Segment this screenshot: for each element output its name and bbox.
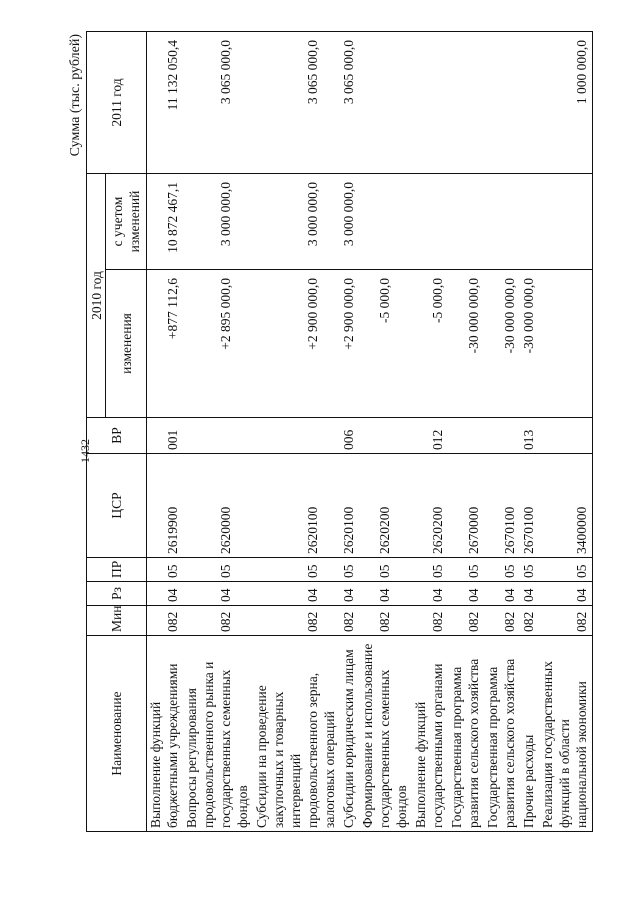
cell-name: Выполнение функций государственными органами	[412, 636, 448, 832]
cell-with-changes	[359, 174, 412, 270]
cell-vr	[484, 418, 520, 454]
table-row	[448, 32, 484, 832]
cell-csr: 2620100	[340, 454, 359, 558]
cell-with-changes: 3 000 000,0	[340, 174, 359, 270]
cell-name: Прочие расходы	[520, 636, 539, 832]
cell-pr: 05	[183, 558, 253, 582]
cell-name: Формирование и использование государственных семенных фондов	[359, 636, 412, 832]
header-pr: ПР	[87, 558, 147, 582]
table-row	[520, 32, 539, 832]
cell-pr: 05	[484, 558, 520, 582]
page-number: 1432	[78, 439, 92, 463]
cell-name: Государственная программа развития сельского хозяйства	[448, 636, 484, 832]
cell-name: Выполнение функций бюджетными учреждениями	[147, 636, 184, 832]
units-caption: Сумма (тыс. рублей)	[68, 34, 83, 157]
cell-vr: 006	[340, 418, 359, 454]
cell-name: Вопросы регулирования продовольственного рынка и государственных семенных фондов	[183, 636, 253, 832]
cell-min: 082	[484, 606, 520, 636]
cell-csr: 2620000	[183, 454, 253, 558]
cell-min: 082	[412, 606, 448, 636]
cell-vr	[539, 418, 593, 454]
cell-pr: 05	[147, 558, 184, 582]
cell-rz: 04	[412, 582, 448, 606]
cell-changes: -5 000,0	[359, 270, 412, 418]
cell-pr: 05	[412, 558, 448, 582]
cell-2011	[359, 32, 412, 174]
cell-2011: 11 132 050,4	[147, 32, 184, 174]
cell-name: Государственная программа развития сельского хозяйства	[484, 636, 520, 832]
cell-changes: -30 000 000,0	[520, 270, 539, 418]
cell-changes: +2 900 000,0	[340, 270, 359, 418]
header-with-changes: с учетом изменений	[106, 174, 147, 270]
table-row	[412, 32, 448, 832]
table-row	[484, 32, 520, 832]
cell-name: Субсидии на проведение закупочных и товарных интервенций продовольственного зерна, залоговых операций	[253, 636, 340, 832]
table-row	[183, 32, 253, 832]
cell-csr: 2619900	[147, 454, 184, 558]
cell-csr: 2670000	[448, 454, 484, 558]
cell-pr: 05	[539, 558, 593, 582]
table-row	[539, 32, 593, 832]
cell-name: Реализация государственных функций в области национальной экономики	[539, 636, 593, 832]
cell-csr: 2620100	[253, 454, 340, 558]
cell-2011: 3 065 000,0	[183, 32, 253, 174]
cell-with-changes: 10 872 467,1	[147, 174, 184, 270]
cell-min: 082	[539, 606, 593, 636]
cell-2011: 3 065 000,0	[253, 32, 340, 174]
cell-pr: 05	[520, 558, 539, 582]
cell-csr: 2620200	[412, 454, 448, 558]
cell-with-changes	[484, 174, 520, 270]
cell-changes: -30 000 000,0	[448, 270, 484, 418]
cell-rz: 04	[147, 582, 184, 606]
cell-name: Субсидии юридическим лицам	[340, 636, 359, 832]
cell-rz: 04	[253, 582, 340, 606]
cell-pr: 05	[359, 558, 412, 582]
cell-with-changes: 3 000 000,0	[253, 174, 340, 270]
cell-changes: +2 895 000,0	[183, 270, 253, 418]
cell-rz: 04	[484, 582, 520, 606]
cell-vr	[183, 418, 253, 454]
cell-with-changes	[448, 174, 484, 270]
header-csr: ЦСР	[87, 454, 147, 558]
cell-with-changes: 3 000 000,0	[183, 174, 253, 270]
header-changes: изменения	[106, 270, 147, 418]
cell-min: 082	[520, 606, 539, 636]
header-name: Наименование	[87, 636, 147, 832]
cell-vr: 013	[520, 418, 539, 454]
cell-csr: 2620200	[359, 454, 412, 558]
cell-pr: 05	[448, 558, 484, 582]
cell-pr: 05	[340, 558, 359, 582]
cell-with-changes	[520, 174, 539, 270]
cell-vr: 012	[412, 418, 448, 454]
header-year-2010: 2010 год	[87, 174, 106, 418]
cell-changes: -5 000,0	[412, 270, 448, 418]
header-year-2011: 2011 год	[87, 32, 147, 174]
cell-pr: 05	[253, 558, 340, 582]
cell-2011	[412, 32, 448, 174]
cell-rz: 04	[539, 582, 593, 606]
cell-2011: 1 000 000,0	[539, 32, 593, 174]
cell-rz: 04	[520, 582, 539, 606]
cell-csr: 2670100	[520, 454, 539, 558]
cell-2011	[484, 32, 520, 174]
cell-2011: 3 065 000,0	[340, 32, 359, 174]
cell-csr: 2670100	[484, 454, 520, 558]
cell-rz: 04	[340, 582, 359, 606]
cell-vr: 001	[147, 418, 184, 454]
table-row	[340, 32, 359, 832]
header-vr: ВР	[87, 418, 147, 454]
cell-rz: 04	[359, 582, 412, 606]
cell-min: 082	[253, 606, 340, 636]
cell-min: 082	[183, 606, 253, 636]
cell-2011	[448, 32, 484, 174]
cell-vr	[253, 418, 340, 454]
cell-vr	[359, 418, 412, 454]
cell-with-changes	[539, 174, 593, 270]
cell-changes: -30 000 000,0	[484, 270, 520, 418]
cell-min: 082	[448, 606, 484, 636]
table-row	[147, 32, 184, 832]
cell-changes	[539, 270, 593, 418]
cell-vr	[448, 418, 484, 454]
cell-min: 082	[359, 606, 412, 636]
table-row	[253, 32, 340, 832]
cell-rz: 04	[183, 582, 253, 606]
cell-rz: 04	[448, 582, 484, 606]
budget-table	[86, 31, 593, 832]
cell-changes: +877 112,6	[147, 270, 184, 418]
cell-changes: +2 900 000,0	[253, 270, 340, 418]
cell-2011	[520, 32, 539, 174]
header-rz: Рз	[87, 582, 147, 606]
cell-min: 082	[340, 606, 359, 636]
header-row	[87, 32, 106, 832]
table-row	[359, 32, 412, 832]
cell-with-changes	[412, 174, 448, 270]
cell-csr: 3400000	[539, 454, 593, 558]
cell-min: 082	[147, 606, 184, 636]
header-min: Мин	[87, 606, 147, 636]
